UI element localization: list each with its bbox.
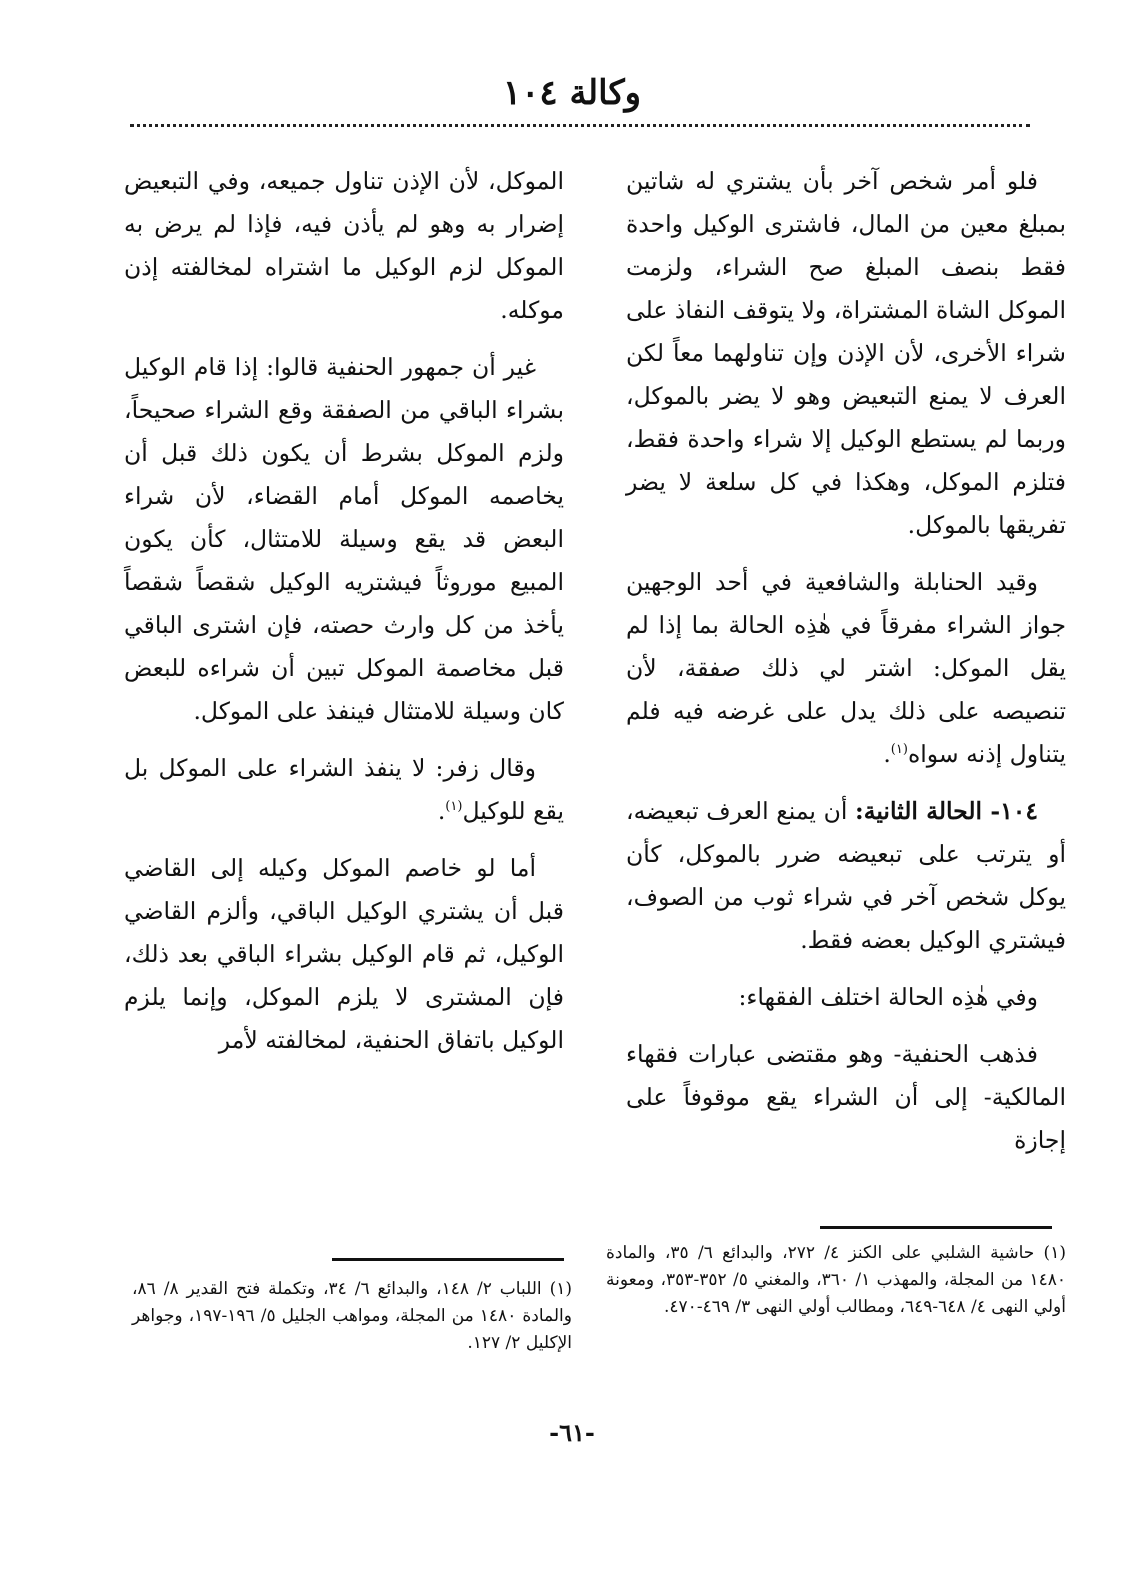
left-paragraph-4: أما لو خاصم الموكل وكيله إلى القاضي قبل أن يشتري الوكيل الباقي، وألزم القاضي الوكيل، ثم قام الوكيل بشراء الباقي بعد ذلك، فإن المشترى لا يلزم الموكل، وإنما يلزم الوكيل باتفاق الحنفية، لمخالفته لأمر bbox=[124, 854, 564, 1054]
right-column bbox=[626, 160, 1066, 1176]
footnote-ref[interactable]: (١) bbox=[445, 799, 463, 815]
section-heading: ١٠٤- الحالة الثانية: bbox=[855, 797, 1038, 825]
footnote-rule-left bbox=[332, 1258, 564, 1261]
right-paragraph-4: وفي هٰذِه الحالة اختلف الفقهاء: bbox=[738, 983, 1038, 1011]
right-paragraph-1: فلو أمر شخص آخر بأن يشتري له شاتين بمبلغ معين من المال، فاشترى الوكيل واحدة فقط بنصف المبلغ صح الشراء، ولزمت الموكل الشاة المشتراة، ولا يتوقف النفاذ على شراء الأخرى، لأن الإذن وإن تناولهما معاً لكن العرف لا يمنع التبعيض وهو لا يضر بالموكل، وربما لم يستطع الوكيل إلا شراء واحدة فقط، فتلزم الموكل، وهكذا في كل سلعة لا يضر تفريقها بالموكل. bbox=[626, 167, 1066, 539]
section-paragraph bbox=[626, 790, 1066, 962]
left-paragraph-3-text: وقال زفر: لا ينفذ الشراء على الموكل بل يقع للوكيل bbox=[124, 754, 564, 825]
left-paragraph-3: وقال زفر: لا ينفذ الشراء على الموكل بل يقع للوكيل$^{(١)}$. bbox=[124, 754, 564, 825]
left-paragraph-1: الموكل، لأن الإذن تناول جميعه، وفي التبعيض إضرار به وهو لم يأذن فيه، فإذا لم يرض به الموكل لزم الوكيل ما اشتراه لمخالفته إذن موكله. bbox=[124, 167, 564, 324]
footnote-right: (١) حاشية الشلبي على الكنز ٤/ ٢٧٢، والبدائع ٦/ ٣٥، والمادة ١٤٨٠ من المجلة، والمهذب ١/ ٣٦٠، والمغني ٥/ ٣٥٢-٣٥٣، ومعونة أولي النهى ٤/ ٦٤٨-٦٤٩، ومطالب أولي النهى ٣/ ٤٦٩-٤٧٠. bbox=[606, 1243, 1066, 1317]
right-paragraph-5: فذهب الحنفية- وهو مقتضى عبارات فقهاء المالكية- إلى أن الشراء يقع موقوفاً على إجازة bbox=[626, 1040, 1066, 1154]
section-text: أن يمنع العرف تبعيضه، أو يترتب على تبعيضه ضرر بالموكل، كأن يوكل شخص آخر في شراء ثوب من الصوف، فيشتري الوكيل بعضه فقط. bbox=[626, 797, 1066, 954]
footnote-left: (١) اللباب ٢/ ١٤٨، والبدائع ٦/ ٣٤، وتكملة فتح القدير ٨/ ٨٦، والمادة ١٤٨٠ من المجلة، ومواهب الجليل ٥/ ١٩٦-١٩٧، وجواهر الإكليل ٢/ ١٢٧. bbox=[132, 1279, 572, 1353]
page-number: -٦١- bbox=[549, 1418, 595, 1447]
footnote-rule-right bbox=[820, 1226, 1052, 1229]
left-column bbox=[124, 160, 564, 1076]
header-dotted-rule bbox=[130, 124, 1030, 127]
page-header-title: وكالة ١٠٤ bbox=[502, 73, 642, 113]
right-paragraph-2: وقيد الحنابلة والشافعية في أحد الوجهين جواز الشراء مفرقاً في هٰذِه الحالة بما إذا لم يقل الموكل: اشتر لي ذلك صفقة، لأن تنصيصه على ذلك يدل على غرضه فيه فلم يتناول إذنه سواه$^{(١)}$. bbox=[626, 568, 1066, 768]
left-paragraph-2: غير أن جمهور الحنفية قالوا: إذا قام الوكيل بشراء الباقي من الصفقة وقع الشراء صحيحاً، ولزم الموكل بشرط أن يكون ذلك قبل أن يخاصمه الموكل أمام القضاء، لأن شراء البعض قد يقع وسيلة للامتثال، كأن يكون المبيع موروثاً فيشتريه الوكيل شقصاً شقصاً يأخذ من كل وارث حصته، فإن اشترى الباقي قبل مخاصمة الموكل تبين أن شراءه للبعض كان وسيلة للامتثال فينفذ على الموكل. bbox=[124, 353, 564, 725]
right-paragraph-2-text: وقيد الحنابلة والشافعية في أحد الوجهين جواز الشراء مفرقاً في هٰذِه الحالة بما إذا لم يقل الموكل: اشتر لي ذلك صفقة، لأن تنصيصه على ذلك يدل على غرضه فيه فلم يتناول إذنه سواه bbox=[626, 568, 1066, 768]
footnote-ref[interactable]: (١) bbox=[890, 742, 908, 758]
